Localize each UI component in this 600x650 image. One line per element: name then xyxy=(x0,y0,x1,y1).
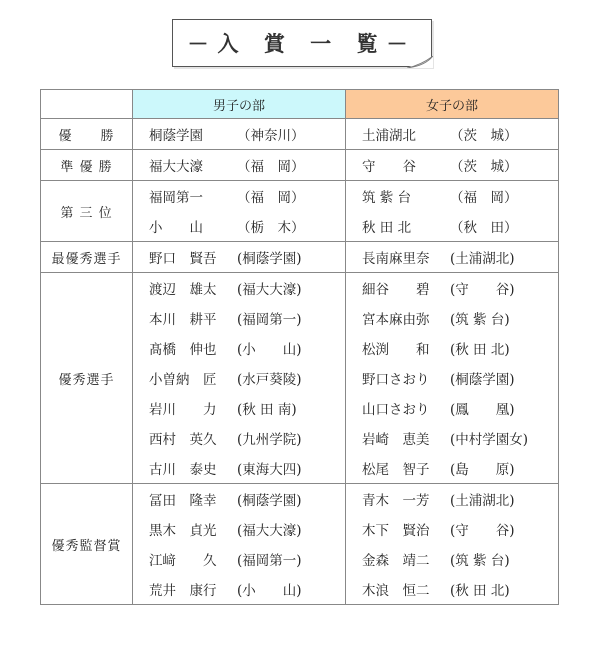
list-item xyxy=(346,119,558,149)
entry-school: (桐蔭学園) xyxy=(450,372,515,388)
boys-entries xyxy=(133,273,346,484)
list-item xyxy=(346,393,558,423)
entry-name: 荒井 康行 xyxy=(149,583,217,599)
entry-name: 本川 耕平 xyxy=(149,312,217,328)
entry-name: 福大大濠 xyxy=(149,159,203,175)
entry-name: 渡辺 雄太 xyxy=(149,282,217,298)
list-item xyxy=(133,150,345,180)
entry-name: 髙橋 伸也 xyxy=(149,342,217,358)
entry-school: （茨 城） xyxy=(450,159,518,175)
header-empty xyxy=(41,90,133,119)
girls-entries xyxy=(346,181,559,242)
entry-school: (島 原) xyxy=(450,462,515,478)
entry-school: (小 山) xyxy=(237,342,302,358)
list-item xyxy=(346,150,558,180)
page-title xyxy=(172,19,432,67)
entry-name: 細谷 碧 xyxy=(362,282,430,298)
entry-school: (土浦湖北) xyxy=(450,251,515,267)
girls-entries xyxy=(346,119,559,150)
entry-school: (中村学園女) xyxy=(450,432,529,448)
entry-name: 松尾 智子 xyxy=(362,462,430,478)
entry-name: 岩川 力 xyxy=(149,402,217,418)
table-row xyxy=(41,181,559,242)
entry-school: (鳳 凰) xyxy=(450,402,515,418)
list-item xyxy=(133,273,345,303)
entry-name: 山口さおり xyxy=(362,402,430,418)
entry-school: （福 岡） xyxy=(450,190,518,206)
entry-school: (水戸葵陵) xyxy=(237,372,302,388)
entry-school: (秋 田 北) xyxy=(450,583,510,599)
entry-name: 江﨑 久 xyxy=(149,553,217,569)
girls-entries xyxy=(346,150,559,181)
entry-name: 守 谷 xyxy=(362,159,416,175)
entry-name: 木下 賢治 xyxy=(362,523,430,539)
entry-school: (守 谷) xyxy=(450,523,515,539)
entry-name: 冨田 隆幸 xyxy=(149,493,217,509)
entry-name: 青木 一芳 xyxy=(362,493,430,509)
entry-school: (桐蔭学園) xyxy=(237,251,302,267)
entry-name: 秋 田 北 xyxy=(362,220,412,236)
awards-table xyxy=(40,89,559,605)
entry-school: (福大大濠) xyxy=(237,523,302,539)
entry-school: (九州学院) xyxy=(237,432,302,448)
entry-school: (福岡第一) xyxy=(237,312,302,328)
list-item xyxy=(346,303,558,333)
award-category: 優秀監督賞 xyxy=(41,484,133,605)
boys-entries xyxy=(133,150,346,181)
header-girls: 女子の部 xyxy=(346,90,559,119)
girls-entries xyxy=(346,273,559,484)
entry-school: (福岡第一) xyxy=(237,553,302,569)
page-curl-icon xyxy=(407,56,433,68)
entry-school: (桐蔭学園) xyxy=(237,493,302,509)
entry-school: （福 岡） xyxy=(237,190,305,206)
list-item xyxy=(133,393,345,423)
entry-name: 筑 紫 台 xyxy=(362,190,412,206)
entry-school: (守 谷) xyxy=(450,282,515,298)
entry-name: 土浦湖北 xyxy=(362,128,416,144)
list-item xyxy=(346,211,558,241)
entry-name: 宮本麻由弥 xyxy=(362,312,430,328)
entry-name: 長南麻里奈 xyxy=(362,251,430,267)
entry-name: 黒木 貞光 xyxy=(149,523,217,539)
list-item xyxy=(133,423,345,453)
entry-name: 桐蔭学園 xyxy=(149,128,203,144)
girls-entries xyxy=(346,242,559,273)
entry-name: 木浪 恒二 xyxy=(362,583,430,599)
list-item xyxy=(133,181,345,211)
list-item xyxy=(346,574,558,604)
list-item xyxy=(346,273,558,303)
boys-entries xyxy=(133,119,346,150)
entry-name: 西村 英久 xyxy=(149,432,217,448)
list-item xyxy=(346,333,558,363)
boys-entries xyxy=(133,181,346,242)
list-item xyxy=(133,363,345,393)
award-category: 優 勝 xyxy=(41,119,133,150)
entry-name: 小 山 xyxy=(149,220,203,236)
girls-entries xyxy=(346,484,559,605)
list-item xyxy=(346,242,558,272)
entry-name: 野口さおり xyxy=(362,372,430,388)
list-item xyxy=(133,574,345,604)
table-row xyxy=(41,273,559,484)
list-item xyxy=(133,484,345,514)
list-item xyxy=(133,119,345,149)
entry-name: 野口 賢吾 xyxy=(149,251,217,267)
entry-school: (福大大濠) xyxy=(237,282,302,298)
list-item xyxy=(346,423,558,453)
entry-school: （秋 田） xyxy=(450,220,518,236)
entry-name: 古川 泰史 xyxy=(149,462,217,478)
entry-school: (東海大四) xyxy=(237,462,302,478)
entry-name: 福岡第一 xyxy=(149,190,203,206)
header-row xyxy=(41,90,559,119)
table-row xyxy=(41,484,559,605)
table-row xyxy=(41,150,559,181)
list-item xyxy=(133,453,345,483)
list-item xyxy=(346,514,558,544)
list-item xyxy=(346,363,558,393)
list-item xyxy=(133,333,345,363)
list-item xyxy=(133,303,345,333)
list-item xyxy=(133,514,345,544)
award-category: 第 三 位 xyxy=(41,181,133,242)
list-item xyxy=(346,484,558,514)
entry-name: 岩崎 恵美 xyxy=(362,432,430,448)
entry-school: （栃 木） xyxy=(237,220,305,236)
list-item xyxy=(346,181,558,211)
award-category: 優秀選手 xyxy=(41,273,133,484)
list-item xyxy=(133,211,345,241)
list-item xyxy=(133,544,345,574)
list-item xyxy=(346,453,558,483)
entry-school: （福 岡） xyxy=(237,159,305,175)
table-row xyxy=(41,119,559,150)
list-item xyxy=(133,242,345,272)
entry-school: （神奈川） xyxy=(237,128,305,144)
boys-entries xyxy=(133,484,346,605)
entry-name: 金森 靖二 xyxy=(362,553,430,569)
table-row xyxy=(41,242,559,273)
entry-school: (秋 田 南) xyxy=(237,402,297,418)
entry-school: (筑 紫 台) xyxy=(450,312,510,328)
entry-name: 小曽納 匠 xyxy=(149,372,217,388)
header-boys: 男子の部 xyxy=(133,90,346,119)
entry-school: (小 山) xyxy=(237,583,302,599)
award-category: 準 優 勝 xyxy=(41,150,133,181)
entry-school: (秋 田 北) xyxy=(450,342,510,358)
page-title-text: －入 賞 一 覧－ xyxy=(187,31,417,56)
award-category: 最優秀選手 xyxy=(41,242,133,273)
list-item xyxy=(346,544,558,574)
entry-school: (土浦湖北) xyxy=(450,493,515,509)
entry-school: (筑 紫 台) xyxy=(450,553,510,569)
boys-entries xyxy=(133,242,346,273)
entry-name: 松渕 和 xyxy=(362,342,430,358)
entry-school: （茨 城） xyxy=(450,128,518,144)
